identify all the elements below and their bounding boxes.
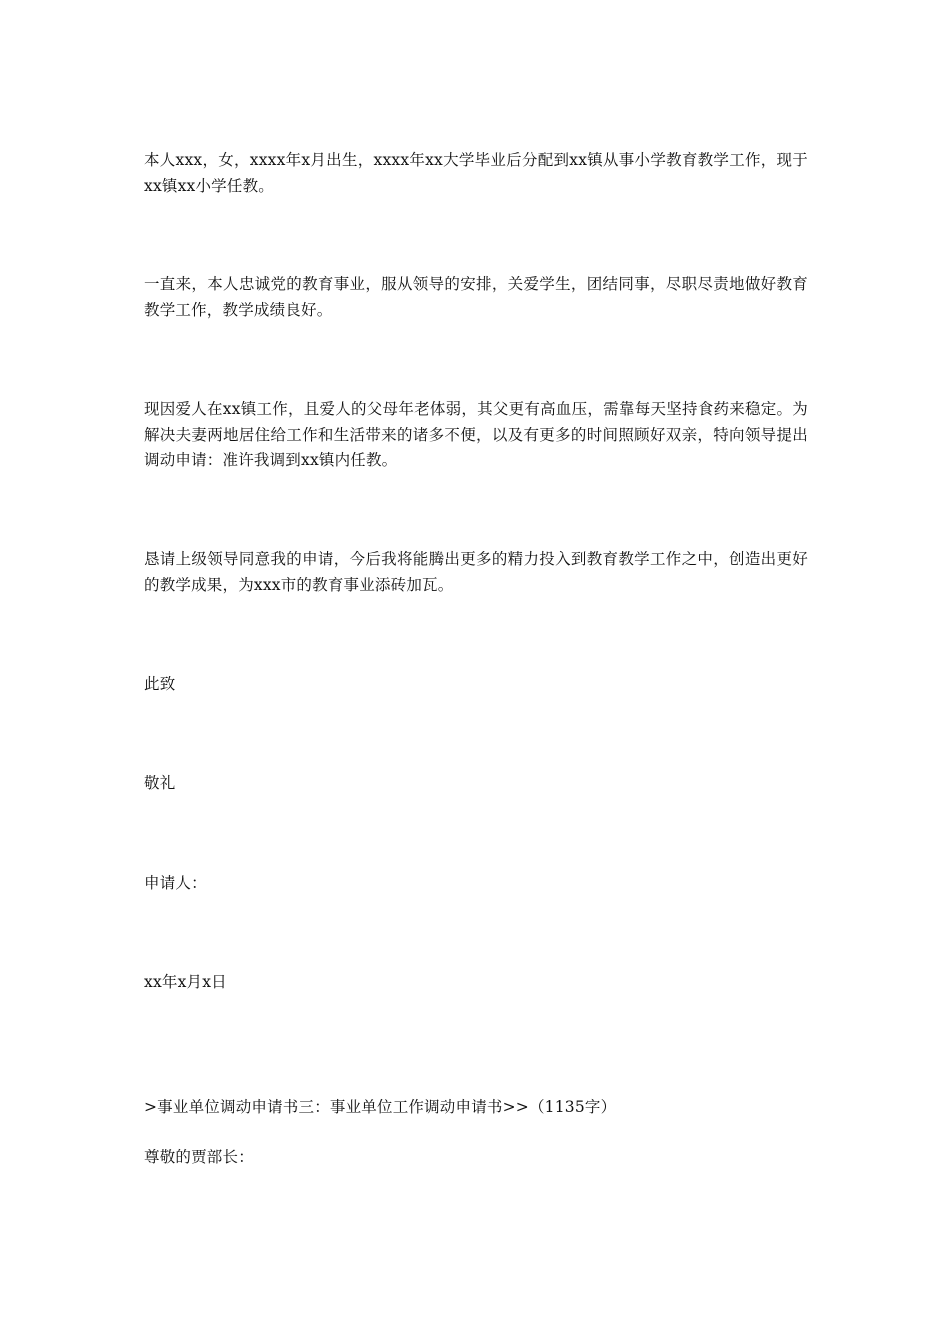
next-section-link[interactable]: >事业单位调动申请书三：事业单位工作调动申请书>>（1135字）: [144, 1098, 617, 1116]
salute-text: 敬礼: [144, 774, 176, 792]
paragraph-transfer-reason: 现因爱人在xx镇工作，且爱人的父母年老体弱，其父更有高血压，需靠每天坚持食药来稳定。为解决夫妻两地居住给工作和生活带来的诸多不便，以及有更多的时间照顾好双亲，特向领导提出调动申请：准许我调到xx镇内任教。: [144, 400, 808, 469]
next-greeting: 尊敬的贾部长：: [144, 1148, 254, 1166]
date-text: xx年x月x日: [144, 973, 227, 991]
closing-text: 此致: [144, 675, 176, 693]
paragraph-personal-info: 本人xxx，女，xxxx年x月出生，xxxx年xx大学毕业后分配到xx镇从事小学教育教学工作，现于xx镇xx小学任教。: [144, 151, 808, 195]
paragraph-request: 恳请上级领导同意我的申请，今后我将能腾出更多的精力投入到教育教学工作之中，创造出更好的教学成果，为xxx市的教育事业添砖加瓦。: [144, 550, 808, 594]
applicant-label: 申请人：: [144, 874, 207, 892]
paragraph-work-record: 一直来，本人忠诚党的教育事业，服从领导的安排，关爱学生，团结同事，尽职尽责地做好教育教学工作，教学成绩良好。: [144, 275, 808, 319]
